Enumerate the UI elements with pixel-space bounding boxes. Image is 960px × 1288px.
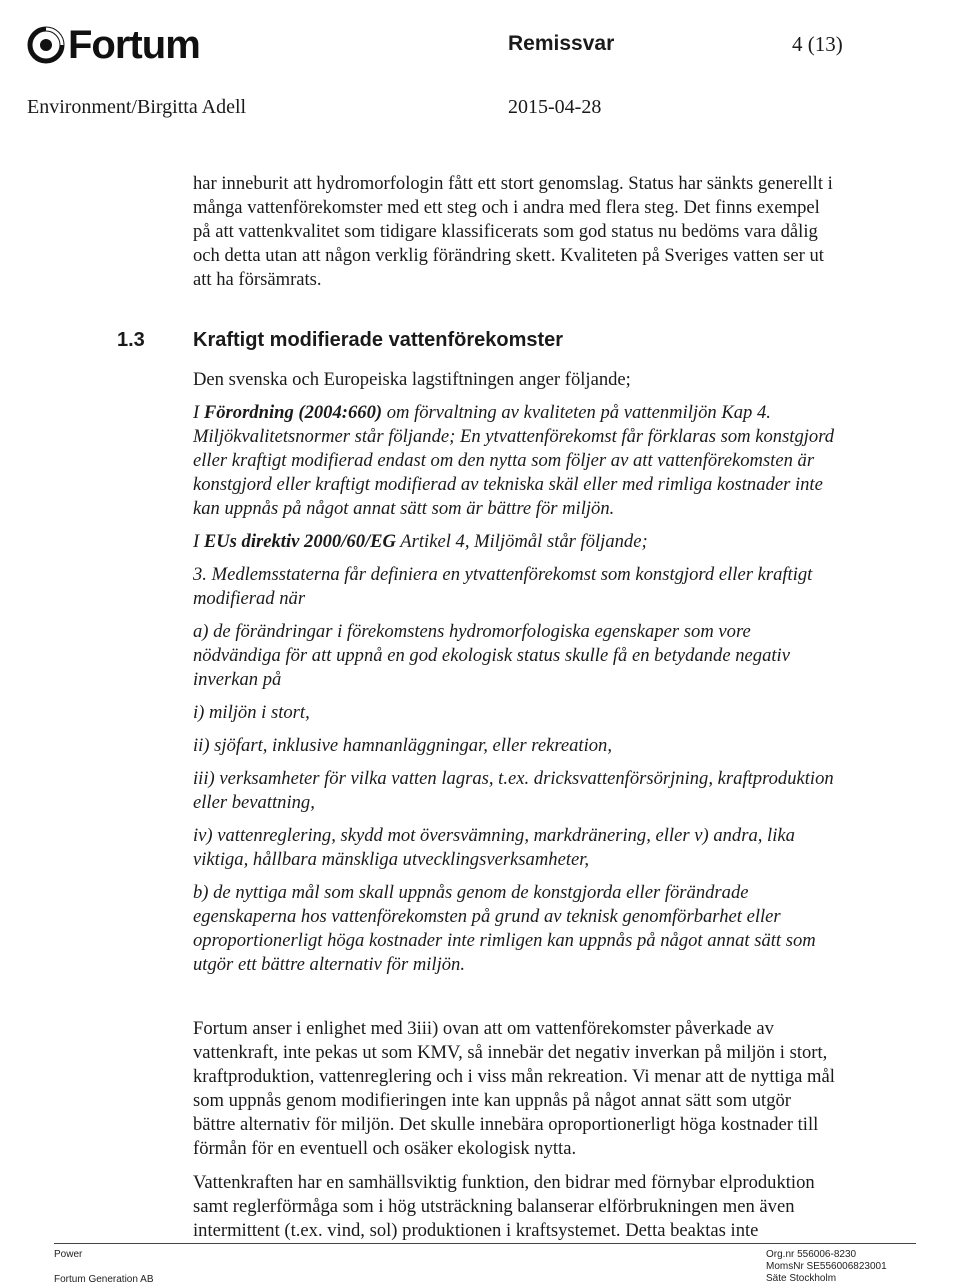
- clause-iii-line: eller bevattning,: [193, 792, 315, 813]
- logo-text: Fortum: [68, 23, 200, 67]
- quote-line: kan uppnås på något annat sätt som är bättre för miljön.: [193, 498, 615, 519]
- body-line: Fortum anser i enlighet med 3iii) ovan att om vattenförekomster påverkade av: [193, 1018, 774, 1039]
- article-3-line: modifierad när: [193, 588, 306, 609]
- author: Environment/Birgitta Adell: [27, 96, 247, 118]
- document-date: 2015-04-28: [508, 96, 602, 118]
- section-number: 1.3: [117, 329, 145, 351]
- intro-line: att ha försämrats.: [193, 269, 322, 290]
- body-line: förmån för en eventuell och osäker ekologisk nytta.: [193, 1138, 577, 1159]
- forordning-title: Förordning (2004:660): [203, 402, 383, 423]
- intro-line: har inneburit att hydromorfologin fått ett stort genomslag. Status har sänkts generellt i: [193, 173, 833, 194]
- quote-line: konstgjord eller kraftigt modifierad av tekniska skäl eller med rimliga kostnader inte: [193, 474, 823, 495]
- eu-directive-title: EUs direktiv 2000/60/EG: [203, 531, 396, 552]
- clause-b-line: b) de nyttiga mål som skall uppnås genom de konstgjorda eller förändrade: [193, 882, 749, 903]
- quote-line: Miljökvalitetsnormer står följande; En ytvattenförekomst får förklaras som konstgjord: [193, 426, 835, 447]
- article-3-line: 3. Medlemsstaterna får definiera en ytvattenförekomst som konstgjord eller kraftigt: [193, 564, 813, 585]
- section-intro: Den svenska och Europeiska lagstiftningen anger följande;: [193, 369, 631, 390]
- eu-directive-reference: [193, 530, 648, 554]
- clause-ii: ii) sjöfart, inklusive hamnanläggningar, eller rekreation,: [193, 735, 613, 756]
- footer-division: Power: [54, 1249, 83, 1260]
- clause-b-line: oproportionerligt höga kostnader inte rimligen kan uppnås på något annat sätt som: [193, 930, 816, 951]
- clause-a-line: inverkan på: [193, 669, 282, 690]
- eu-prefix: I: [193, 531, 204, 552]
- fortum-logo-icon: [26, 25, 66, 65]
- clause-i: i) miljön i stort,: [193, 702, 310, 723]
- forordning-reference: [193, 401, 771, 425]
- forordning-rest: om förvaltning av kvaliteten på vattenmiljön Kap 4.: [382, 402, 771, 423]
- intro-line: och detta utan att någon verklig förändring skett. Kvaliteten på Sveriges vatten ser ut: [193, 245, 824, 266]
- body-line: Vattenkraften har en samhällsviktig funktion, den bidrar med förnybar elproduktion: [193, 1172, 815, 1193]
- forordning-prefix: I: [193, 402, 204, 423]
- clause-a-line: nödvändiga för att uppnå en god ekologisk status skulle få en betydande negativ: [193, 645, 790, 666]
- body-line: kraftproduktion, vattenreglering och i viss mån rekreation. Vi menar att de nyttiga mål: [193, 1066, 835, 1087]
- eu-rest: Artikel 4, Miljömål står följande;: [395, 531, 648, 552]
- clause-b-line: egenskaperna hos vattenförekomsten på grund av teknisk genomförbarhet eller: [193, 906, 781, 927]
- clause-iv-line: viktiga, hållbara mänskliga utvecklingsverksamheter,: [193, 849, 590, 870]
- body-line: intermittent (t.ex. vind, sol) produktionen i kraftsystemet. Detta beaktas inte: [193, 1220, 759, 1241]
- body-line: som uppnås genom modifieringen inte kan uppnås på något annat sätt som utgör: [193, 1090, 791, 1111]
- clause-iv-line: iv) vattenreglering, skydd mot översvämning, markdränering, eller v) andra, lika: [193, 825, 795, 846]
- clause-iii-line: iii) verksamheter för vilka vatten lagras, t.ex. dricksvattenförsörjning, kraftproduktion: [193, 768, 834, 789]
- quote-line: eller kraftigt modifierad endast om den nytta som följer av att vattenförekomsten är: [193, 450, 815, 471]
- page-number: 4 (13): [792, 32, 843, 56]
- clause-a-line: a) de förändringar i förekomstens hydromorfologiska egenskaper som vore: [193, 621, 751, 642]
- footer-vat-number: MomsNr SE556006823001: [766, 1261, 887, 1272]
- intro-line: många vattenförekomster med ett steg och i andra med flera steg. Det finns exempel: [193, 197, 820, 218]
- body-line: samt reglerförmåga som i hög utsträckning balanserar elförbrukningen men även: [193, 1196, 795, 1217]
- footer-org-number: Org.nr 556006-8230: [766, 1249, 857, 1260]
- company-logo: [26, 20, 200, 70]
- footer-company: Fortum Generation AB: [54, 1274, 154, 1285]
- clause-b-line: utgör ett bättre alternativ för miljön.: [193, 954, 466, 975]
- footer-divider: [54, 1243, 916, 1244]
- intro-line: på att vattenkvalitet som tidigare klassificerats som god status nu bedöms vara dålig: [193, 221, 818, 242]
- body-line: vattenkraft, inte pekas ut som KMV, så innebär det negativ inverkan på miljön i stort,: [193, 1042, 828, 1063]
- body-line: bättre alternativ för miljön. Det skulle innebära oproportionerligt höga kostnader till: [193, 1114, 819, 1135]
- footer-seat: Säte Stockholm: [766, 1273, 837, 1284]
- document-type: Remissvar: [508, 32, 615, 55]
- section-title: Kraftigt modifierade vattenförekomster: [193, 329, 564, 351]
